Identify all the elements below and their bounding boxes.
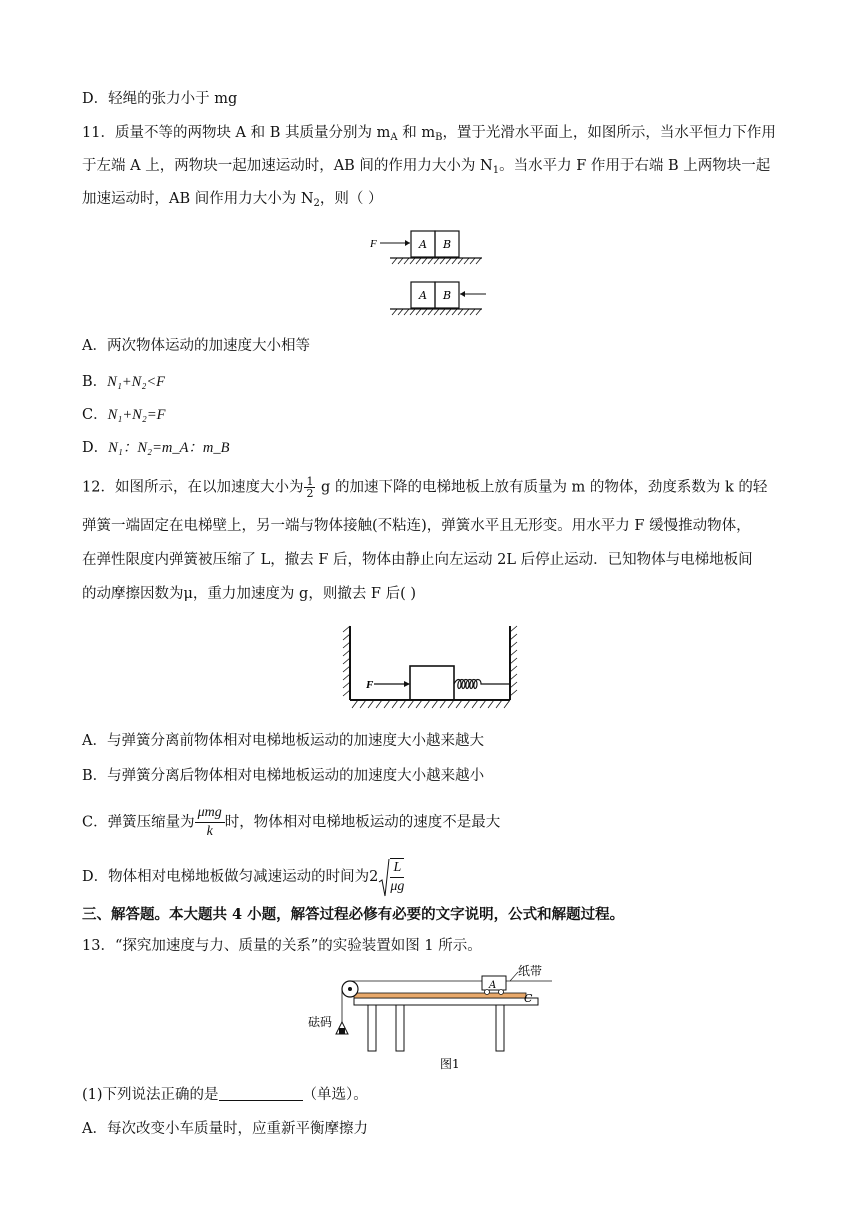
q12-stem-line1: 12．如图所示，在以加速度大小为 $\frac{1}{2}$ g 的加速下降的电梯地板上放有质量为 m 的物体，劲度系数为 k 的轻 xyxy=(82,475,768,500)
q11-fig-label-f: F xyxy=(370,238,377,250)
q12-option-a: A．与弹簧分离前物体相对电梯地板运动的加速度大小越来越大 xyxy=(82,733,484,749)
q12-stem-line2: 弹簧一端固定在电梯壁上，另一端与物体接触(不粘连)，弹簧水平且无形变。用水平力 F 缓慢推动物体， xyxy=(82,518,751,534)
q13-sub1: (1)下列说法正确的是 （单选）。 xyxy=(82,1087,368,1103)
q13-fig-caption: 图1 xyxy=(440,1057,460,1071)
section3-heading: 三、解答题。本大题共 4 小题，解答过程必修有必要的文字说明，公式和解题过程。 xyxy=(82,906,625,923)
q13-fig-label-tape: 纸带 xyxy=(518,964,543,978)
q13-fig-label-a: A xyxy=(489,980,497,991)
q11-figure xyxy=(370,228,490,324)
q13-fig-label-weight: 砝码 xyxy=(308,1015,333,1029)
q12-sqrt-expression: $\frac{L}{\mu g}$ xyxy=(378,858,404,896)
q12-option-c: C．弹簧压缩量为 μmg k 时，物体相对电梯地板运动的速度不是最大 xyxy=(82,805,501,839)
q13-option-a: A．每次改变小车质量时，应重新平衡摩擦力 xyxy=(82,1121,368,1137)
q12-stem-line3: 在弹性限度内弹簧被压缩了 L，撤去 F 后，物体由静止向左运动 2L 后停止运动．已知物体与电梯地板间 xyxy=(82,552,753,568)
q13-figure xyxy=(298,964,560,1074)
q12-stem-line4: 的动摩擦因数为μ，重力加速度为 g，则撤去 F 后( ) xyxy=(82,586,417,602)
q11-option-d: D．N₁：N₂=m_A：m_B xyxy=(82,440,230,456)
q11-fig-label-b1: B xyxy=(443,238,452,251)
q11-stem-line2: 于左端 A 上，两物块一起加速运动时，AB 间的作用力大小为 $N_1$。当水平力 F 作用于右端 B 上两物块一起 xyxy=(82,158,771,176)
q13-stem: 13．“探究加速度与力、质量的关系”的实验装置如图 1 所示。 xyxy=(82,938,482,954)
q11-option-b: B．N₁+N₂<F xyxy=(82,374,166,390)
q12-fig-label-f: F xyxy=(366,679,374,691)
q11-stem-line3: 加速运动时，AB 间作用力大小为 $N_2$，则（ ） xyxy=(82,191,383,209)
q12-option-b: B．与弹簧分离后物体相对电梯地板运动的加速度大小越来越小 xyxy=(82,768,485,784)
answer-blank[interactable] xyxy=(219,1086,303,1101)
q11-stem-line1: 11．质量不等的两物块 A 和 B 其质量分别为 $m_A$ 和 $m_B$，置于光滑水平面上，如图所示，当水平恒力下作用 xyxy=(82,125,776,143)
q11-fig-label-b2: B xyxy=(443,289,452,302)
q11-fig-label-a2: A xyxy=(419,289,427,302)
q12-figure xyxy=(340,620,522,714)
q12-option-c-fraction: μmg k xyxy=(195,804,225,841)
q11-option-c: C．N₁+N₂=F xyxy=(82,407,166,423)
q12-option-d: D．物体相对电梯地板做匀减速运动的时间为2 $\frac{L}{\mu g}$ xyxy=(82,860,405,894)
q11-fig-label-a1: A xyxy=(419,238,427,251)
q10-option-d: D．轻绳的张力小于 mg xyxy=(82,91,238,107)
q12-fraction-half: $\frac{1}{2}$ xyxy=(306,475,314,500)
q11-option-a: A．两次物体运动的加速度大小相等 xyxy=(82,338,310,354)
q13-fig-label-c: C xyxy=(524,992,533,1005)
